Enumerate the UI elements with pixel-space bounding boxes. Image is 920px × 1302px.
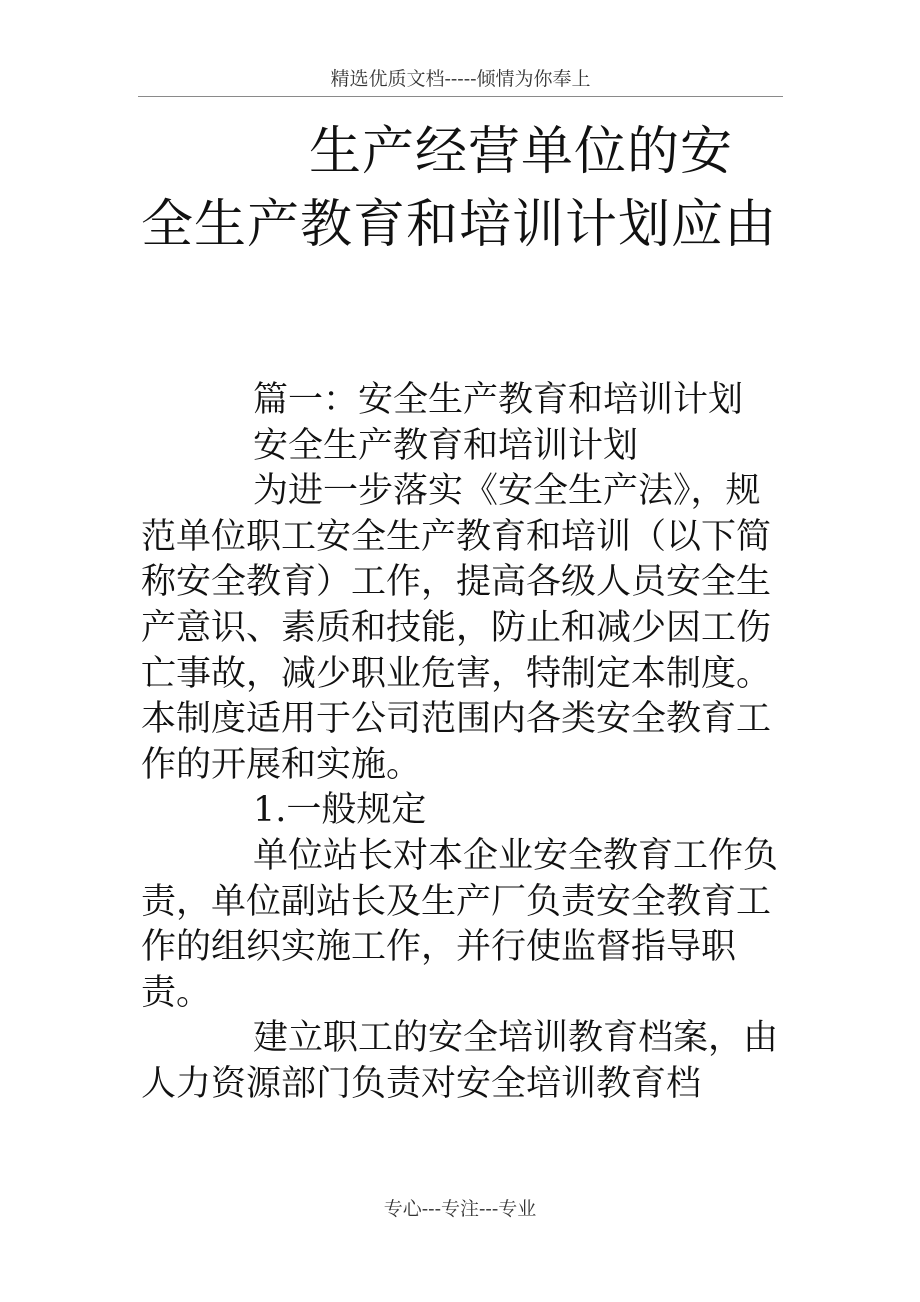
body-paragraph: 为进一步落实《安全生产法》，规范单位职工安全生产教育和培训（以下简称安全教育）工作，提高各级人员安全生产意识、素质和技能，防止和减少因工伤亡事故，减少职业危害，特制定本制度。 本制度适用于公司范围内各类安全教育工作的开展和实施。 bbox=[141, 471, 772, 785]
body-paragraph: 单位站长对本企业安全教育工作负责，单位副站长及生产厂负责安全教育工作的组织实施工作，并行使监督指导职责。 bbox=[141, 835, 779, 1013]
page-footer: 专心---专注---专业 bbox=[383, 1198, 537, 1220]
subsection-heading: 1.一般规定 bbox=[253, 790, 427, 831]
section-subheading: 安全生产教育和培训计划 bbox=[253, 425, 639, 466]
document-title: 生产经营单位的安全生产教育和培训计划应由 bbox=[141, 122, 778, 255]
document-body bbox=[141, 378, 781, 1108]
section-heading: 篇一：安全生产教育和培训计划 bbox=[253, 380, 744, 420]
page-header: 精选优质文档-----倾情为你奉上 bbox=[138, 66, 783, 97]
body-paragraph: 建立职工的安全培训教育档案，由人力资源部门负责对安全培训教育档 bbox=[141, 1018, 779, 1104]
